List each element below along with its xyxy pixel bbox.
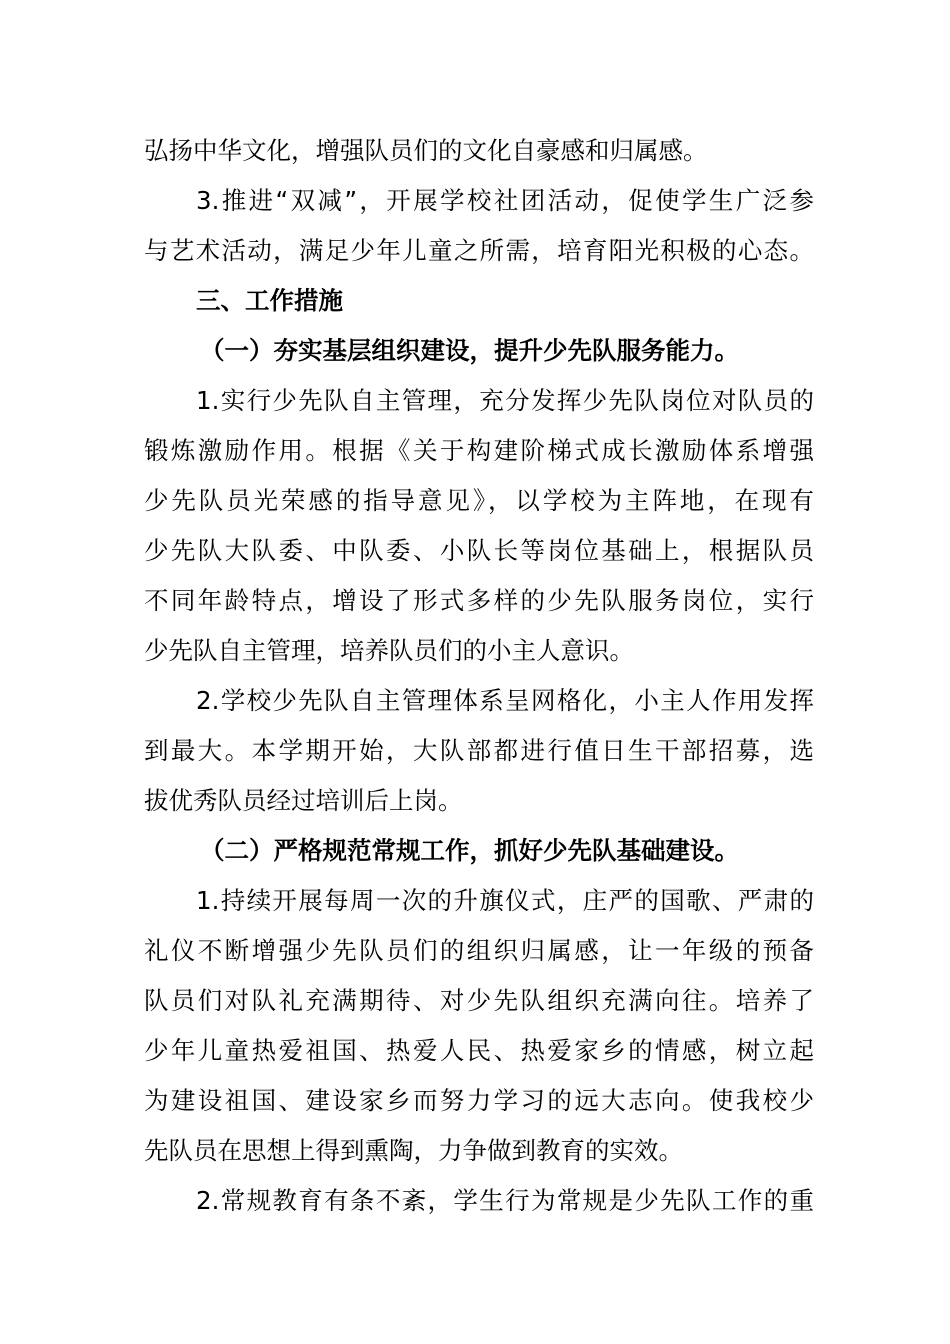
text-line: 3.推进“双减”，开展学校社团活动，促使学生广泛参 [196, 186, 814, 215]
text-line: 为建设祖国、建设家乡而努力学习的远大志向。使我校少 [144, 1086, 814, 1115]
sub-heading: （一）夯实基层组织建设，提升少先队服务能力。 [200, 336, 739, 365]
text-line: 锻炼激励作用。根据《关于构建阶梯式成长激励体系增强 [144, 436, 814, 465]
text-line: 2.学校少先队自主管理体系呈网格化，小主人作用发挥 [196, 686, 814, 715]
sub-heading: （二）严格规范常规工作，抓好少先队基础建设。 [200, 836, 739, 865]
text-line: 弘扬中华文化，增强队员们的文化自豪感和归属感。 [144, 136, 708, 165]
text-line: 少先队自主管理，培养队员们的小主人意识。 [144, 636, 634, 665]
text-line: 少年儿童热爱祖国、热爱人民、热爱家乡的情感，树立起 [144, 1036, 814, 1065]
text-line: 礼仪不断增强少先队员们的组织归属感，让一年级的预备 [144, 936, 814, 965]
text-line: 与艺术活动，满足少年儿童之所需，培育阳光积极的心态。 [144, 236, 814, 265]
text-line: 到最大。本学期开始，大队部都进行值日生干部招募，选 [144, 736, 814, 765]
text-line: 少先队大队委、中队委、小队长等岗位基础上，根据队员 [144, 536, 814, 565]
text-line: 1.实行少先队自主管理，充分发挥少先队岗位对队员的 [196, 386, 814, 415]
section-heading: 三、工作措施 [196, 286, 343, 315]
text-line: 不同年龄特点，增设了形式多样的少先队服务岗位，实行 [144, 586, 814, 615]
text-line: 先队员在思想上得到熏陶，力争做到教育的实效。 [144, 1136, 683, 1165]
text-line: 2.常规教育有条不紊，学生行为常规是少先队工作的重 [196, 1186, 814, 1215]
text-line: 1.持续开展每周一次的升旗仪式，庄严的国歌、严肃的 [196, 886, 814, 915]
text-line: 少先队员光荣感的指导意见》，以学校为主阵地，在现有 [144, 486, 814, 515]
text-line: 队员们对队礼充满期待、对少先队组织充满向往。培养了 [144, 986, 814, 1015]
text-line: 拔优秀队员经过培训后上岗。 [144, 786, 463, 815]
